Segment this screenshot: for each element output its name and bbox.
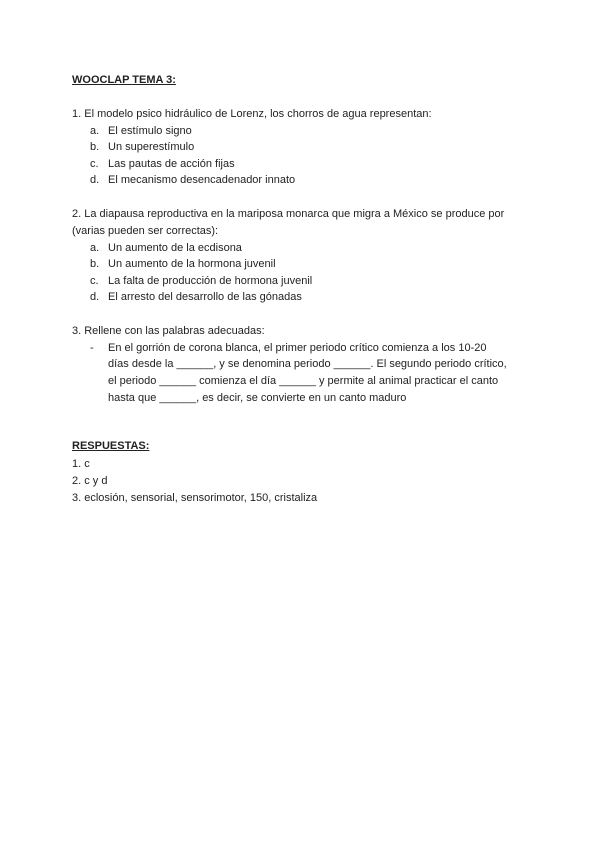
question-2-line-1: 2. La diapausa reproductiva en la mariposa monarca que migra a México se produce por [72,208,505,220]
answer-3: 3. eclosión, sensorial, sensorimotor, 150, cristaliza [72,492,318,504]
q3-paragraph-line-1: En el gorrión de corona blanca, el primer periodo crítico comienza a los 10-20 [108,342,487,354]
q2-option-d: El arresto del desarrollo de las gónadas [108,291,302,303]
q2-option-b: Un aumento de la hormona juvenil [108,258,276,270]
q2-option-c-marker: c. [90,275,99,287]
answer-2: 2. c y d [72,475,108,487]
q1-option-d: El mecanismo desencadenador innato [108,174,296,186]
q1-option-b-marker: b. [90,141,100,153]
answer-1: 1. c [72,458,90,470]
question-2-line-2: (varias pueden ser correctas): [72,225,219,237]
q2-option-a: Un aumento de la ecdisona [108,242,242,254]
q2-option-a-marker: a. [90,242,100,254]
q1-option-c: Las pautas de acción fijas [108,158,235,170]
q1-option-a-marker: a. [90,125,100,137]
q2-option-d-marker: d. [90,291,100,303]
q1-option-c-marker: c. [90,158,99,170]
q3-paragraph-line-4: hasta que ______, es decir, se convierte en un canto maduro [108,392,407,404]
document-title: WOOCLAP TEMA 3: [72,74,176,86]
q3-dash-bullet: - [90,342,94,354]
q2-option-c: La falta de producción de hormona juvenil [108,275,313,287]
q1-option-d-marker: d. [90,174,100,186]
q1-option-b: Un superestímulo [108,141,195,153]
question-1: 1. El modelo psico hidráulico de Lorenz, los chorros de agua representan: [72,108,432,120]
question-3: 3. Rellene con las palabras adecuadas: [72,325,265,337]
q2-option-b-marker: b. [90,258,100,270]
q1-option-a: El estímulo signo [108,125,192,137]
q3-paragraph-line-2: días desde la ______, y se denomina periodo ______. El segundo periodo crítico, [108,358,507,370]
q3-paragraph-line-3: el periodo ______ comienza el día ______ y permite al animal practicar el canto [108,375,499,387]
answers-title: RESPUESTAS: [72,440,150,452]
